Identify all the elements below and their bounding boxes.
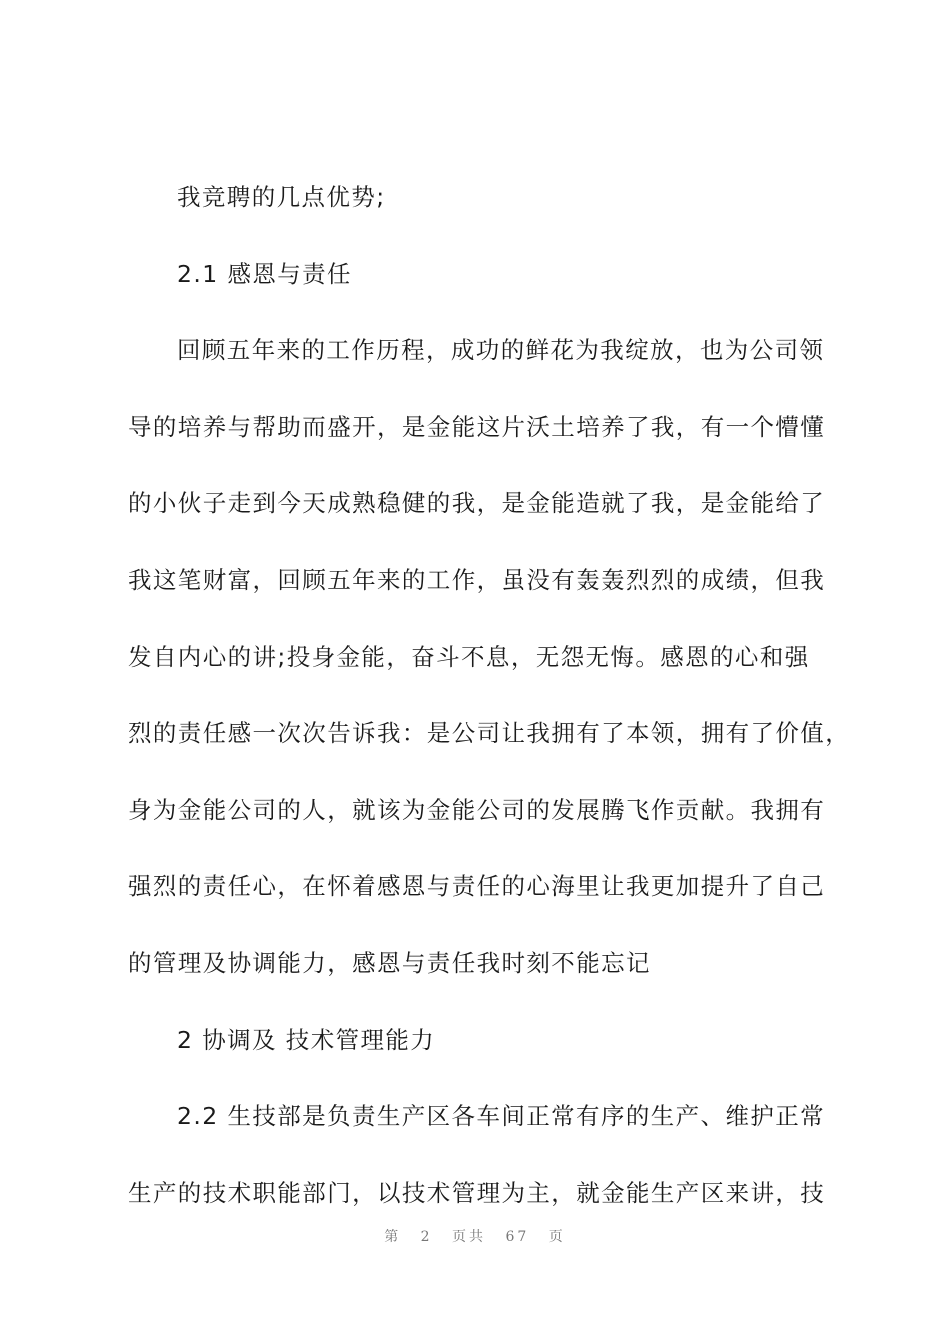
paragraph-line: 的小伙子走到今天成熟稳健的我，是金能造就了我，是金能给了	[128, 489, 826, 518]
paragraph-line: 我竞聘的几点优势;	[177, 183, 386, 211]
document-body	[128, 171, 851, 1243]
paragraph-line: 烈的责任感一次次告诉我：是公司让我拥有了本领，拥有了价值，	[128, 719, 851, 748]
paragraph-line: 回顾五年来的工作历程，成功的鲜花为我绽放，也为公司领	[177, 336, 825, 365]
paragraph-line: 强烈的责任心，在怀着感恩与责任的心海里让我更加提升了自己	[128, 872, 826, 901]
footer-prefix: 第	[384, 1229, 402, 1245]
paragraph-line: 的管理及协调能力，感恩与责任我时刻不能忘记	[128, 948, 651, 977]
current-page-number: 2	[420, 1229, 433, 1245]
paragraph-line: 发自内心的讲;投身金能，奋斗不息，无怨无悔。感恩的心和强	[128, 642, 810, 671]
paragraph-line: 2.2 生技部是负责生产区各车间正常有序的生产、维护正常	[177, 1102, 826, 1131]
footer-middle: 页共	[452, 1229, 487, 1245]
footer-suffix: 页	[548, 1229, 566, 1245]
page-footer	[0, 1226, 950, 1246]
paragraph-line: 身为金能公司的人，就该为金能公司的发展腾飞作贡献。我拥有	[128, 795, 826, 824]
section-heading: 2.1 感恩与责任	[177, 259, 352, 288]
section-heading: 2 协调及 技术管理能力	[177, 1025, 436, 1054]
paragraph-line: 导的培养与帮助而盛开，是金能这片沃土培养了我，有一个懵懂	[128, 412, 826, 441]
paragraph-line: 生产的技术职能部门，以技术管理为主，就金能生产区来讲，技	[128, 1178, 826, 1207]
total-pages-number: 67	[505, 1229, 530, 1245]
paragraph-line: 我这笔财富，回顾五年来的工作，虽没有轰轰烈烈的成绩，但我	[128, 565, 826, 594]
